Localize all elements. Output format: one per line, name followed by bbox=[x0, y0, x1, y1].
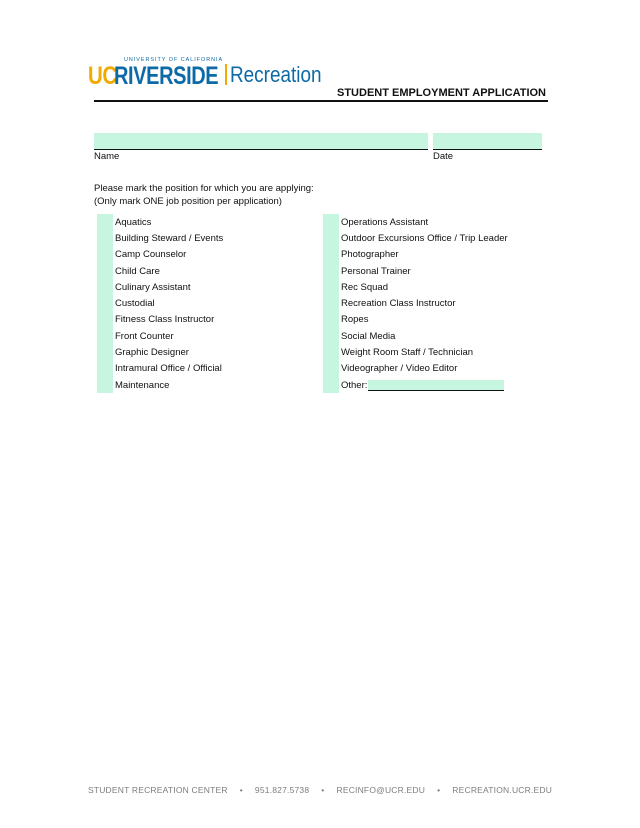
position-checkbox[interactable] bbox=[97, 344, 113, 360]
position-label: Custodial bbox=[115, 298, 155, 310]
position-checkbox[interactable] bbox=[323, 295, 339, 311]
position-label: Photographer bbox=[341, 249, 399, 261]
position-label: Building Steward / Events bbox=[115, 232, 224, 244]
name-underline bbox=[94, 149, 428, 150]
footer-center-name: STUDENT RECREATION CENTER bbox=[87, 785, 228, 795]
position-label: Aquatics bbox=[115, 216, 152, 228]
position-label: Camp Counselor bbox=[115, 249, 187, 261]
position-checkbox[interactable] bbox=[97, 230, 113, 246]
position-checkbox[interactable] bbox=[97, 295, 113, 311]
position-label: Child Care bbox=[115, 265, 160, 277]
name-field[interactable] bbox=[94, 133, 428, 149]
position-label: Operations Assistant bbox=[341, 216, 429, 228]
ucr-recreation-logo bbox=[88, 58, 328, 88]
footer-separator: • bbox=[239, 785, 243, 795]
position-checkbox[interactable] bbox=[323, 377, 339, 393]
position-checkbox[interactable] bbox=[323, 214, 339, 230]
position-label: Maintenance bbox=[115, 379, 170, 391]
position-option bbox=[97, 230, 223, 246]
position-option bbox=[323, 312, 508, 328]
footer-email: RECINFO@UCR.EDU bbox=[336, 785, 426, 795]
position-checkbox[interactable] bbox=[323, 247, 339, 263]
position-option bbox=[97, 214, 223, 230]
position-label: Front Counter bbox=[115, 330, 174, 342]
name-label: Name bbox=[94, 151, 120, 162]
document-title: STUDENT EMPLOYMENT APPLICATION bbox=[337, 87, 546, 99]
position-checkbox[interactable] bbox=[323, 263, 339, 279]
position-option bbox=[323, 230, 508, 246]
footer bbox=[0, 785, 640, 795]
position-checkbox[interactable] bbox=[323, 312, 339, 328]
logo-university-text: UNIVERSITY OF CALIFORNIA bbox=[124, 57, 224, 63]
date-underline bbox=[433, 149, 542, 150]
position-option bbox=[323, 279, 508, 295]
position-option bbox=[97, 312, 223, 328]
position-checkbox[interactable] bbox=[97, 312, 113, 328]
logo-department-text: Recreation bbox=[230, 62, 322, 87]
position-option bbox=[323, 295, 508, 311]
position-option bbox=[323, 263, 508, 279]
position-checkbox[interactable] bbox=[97, 279, 113, 295]
instructions-line-1: Please mark the position for which you are applying: bbox=[94, 183, 314, 194]
position-option bbox=[97, 377, 223, 393]
position-option bbox=[323, 361, 508, 377]
date-field[interactable] bbox=[433, 133, 542, 149]
position-label: Intramural Office / Official bbox=[115, 363, 222, 375]
position-checkbox[interactable] bbox=[97, 328, 113, 344]
other-position-input[interactable] bbox=[368, 380, 504, 391]
position-label: Recreation Class Instructor bbox=[341, 298, 456, 310]
positions-left-column bbox=[97, 214, 223, 393]
position-option bbox=[97, 344, 223, 360]
position-option bbox=[323, 328, 508, 344]
position-checkbox[interactable] bbox=[97, 361, 113, 377]
position-checkbox[interactable] bbox=[323, 328, 339, 344]
position-option bbox=[97, 247, 223, 263]
footer-phone: 951.827.5738 bbox=[254, 785, 310, 795]
position-label: Ropes bbox=[341, 314, 369, 326]
position-label: Culinary Assistant bbox=[115, 281, 191, 293]
logo-divider bbox=[225, 64, 227, 85]
position-option bbox=[97, 361, 223, 377]
position-label: Weight Room Staff / Technician bbox=[341, 347, 474, 359]
instructions-line-2: (Only mark ONE job position per application) bbox=[94, 196, 282, 207]
title-rule bbox=[94, 100, 548, 102]
position-label: Outdoor Excursions Office / Trip Leader bbox=[341, 232, 508, 244]
position-option-other bbox=[323, 377, 508, 393]
position-label: Videographer / Video Editor bbox=[341, 363, 458, 375]
logo-uc-text: UC bbox=[88, 62, 117, 90]
position-option bbox=[323, 214, 508, 230]
position-option bbox=[97, 263, 223, 279]
position-option bbox=[323, 247, 508, 263]
position-checkbox[interactable] bbox=[323, 361, 339, 377]
positions-right-column bbox=[323, 214, 508, 393]
position-option bbox=[97, 279, 223, 295]
position-option bbox=[97, 295, 223, 311]
logo-riverside-text: RIVERSIDE bbox=[114, 62, 219, 90]
position-checkbox[interactable] bbox=[323, 279, 339, 295]
position-option bbox=[97, 328, 223, 344]
position-label: Personal Trainer bbox=[341, 265, 411, 277]
date-label: Date bbox=[433, 151, 454, 162]
footer-separator: • bbox=[321, 785, 325, 795]
position-checkbox[interactable] bbox=[97, 247, 113, 263]
position-checkbox[interactable] bbox=[323, 230, 339, 246]
position-option bbox=[323, 344, 508, 360]
position-checkbox[interactable] bbox=[323, 344, 339, 360]
position-label: Social Media bbox=[341, 330, 396, 342]
position-checkbox[interactable] bbox=[97, 214, 113, 230]
position-checkbox[interactable] bbox=[97, 377, 113, 393]
position-checkbox[interactable] bbox=[97, 263, 113, 279]
footer-separator: • bbox=[437, 785, 441, 795]
position-label: Rec Squad bbox=[341, 281, 389, 293]
position-label: Fitness Class Instructor bbox=[115, 314, 215, 326]
position-label-other: Other: bbox=[341, 379, 368, 391]
position-label: Graphic Designer bbox=[115, 347, 189, 359]
footer-website: RECREATION.UCR.EDU bbox=[452, 785, 553, 795]
